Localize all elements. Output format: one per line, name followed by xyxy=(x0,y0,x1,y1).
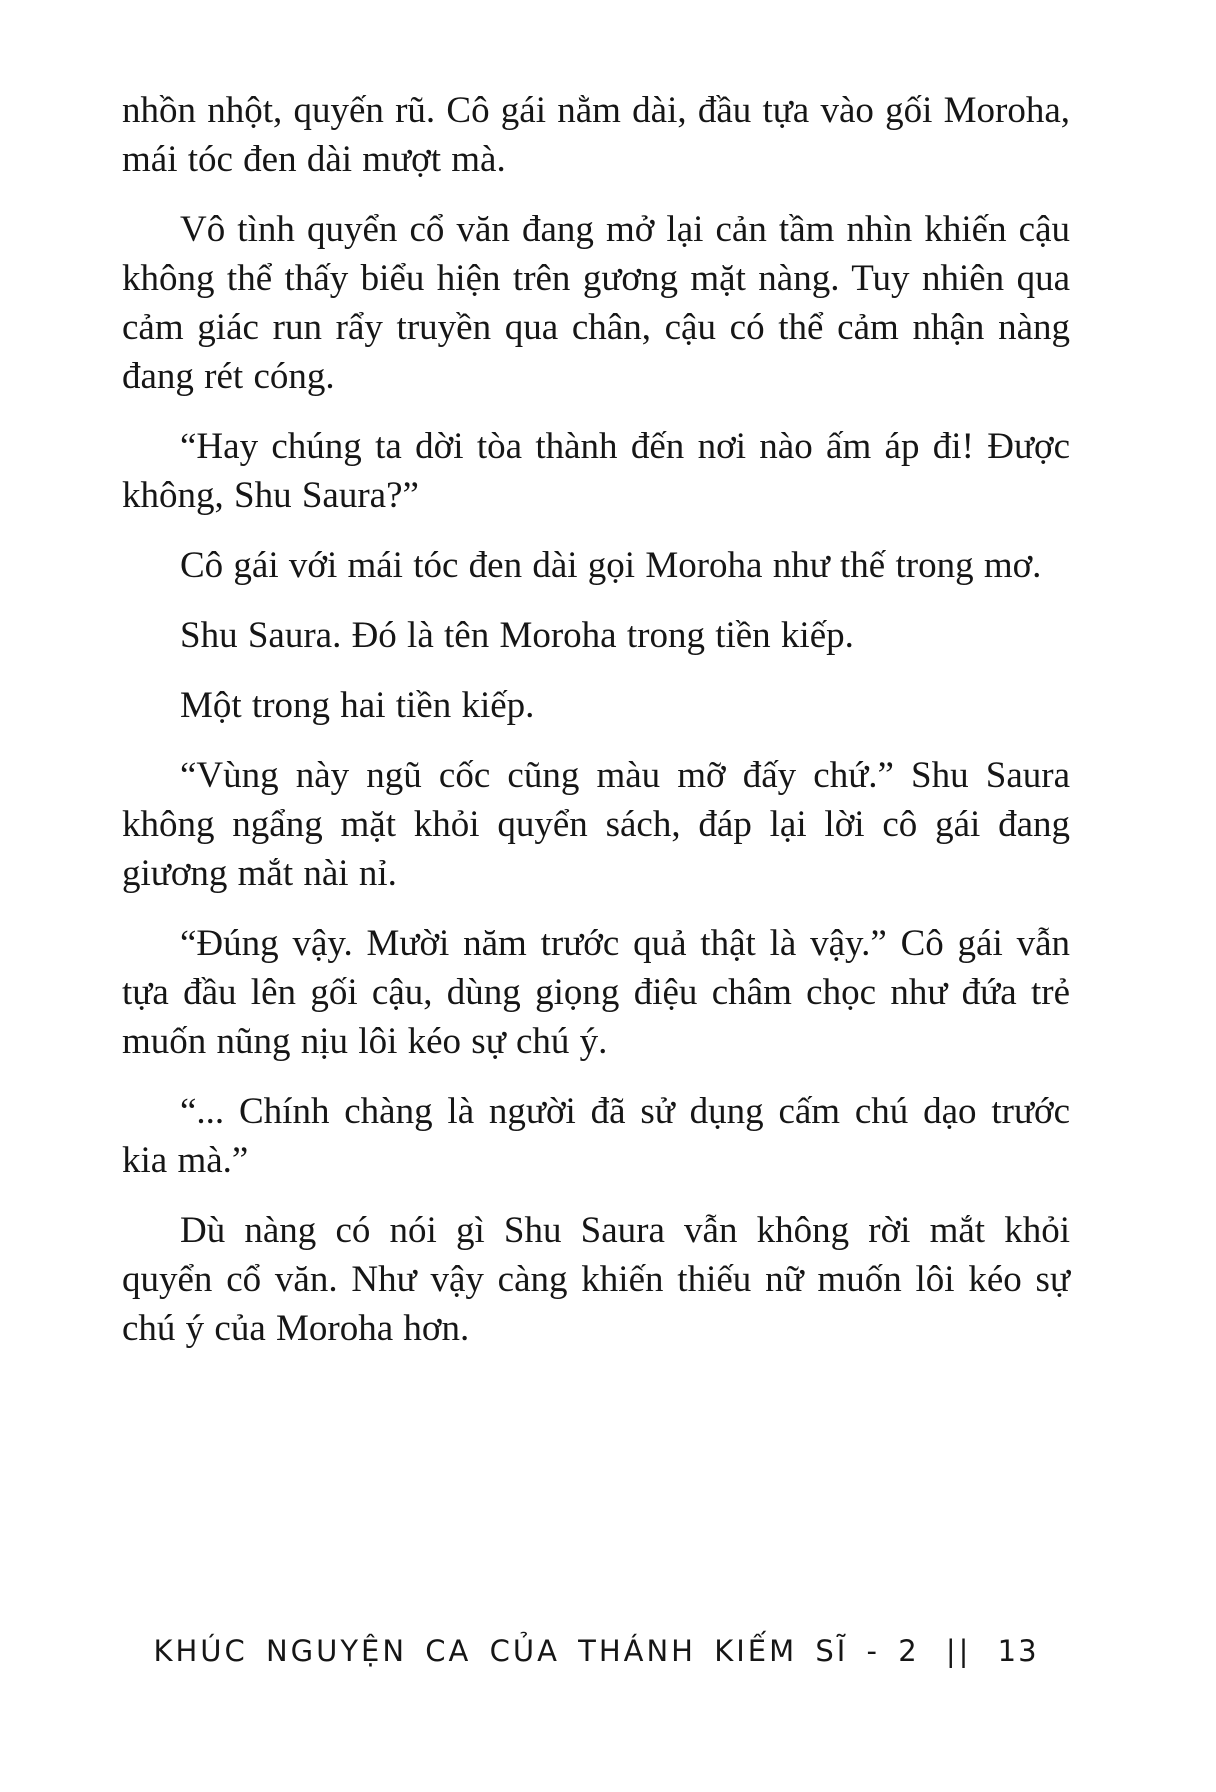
page-footer xyxy=(122,1634,1070,1668)
book-title: KHÚC NGUYỆN CA CỦA THÁNH KIẾM SĨ - 2 xyxy=(153,1634,920,1668)
paragraph-4: Cô gái với mái tóc đen dài gọi Moroha như thế trong mơ. xyxy=(180,545,1042,586)
paragraph-5: Shu Saura. Đó là tên Moroha trong tiền kiếp. xyxy=(180,615,854,656)
paragraph-6: Một trong hai tiền kiếp. xyxy=(180,685,535,726)
paragraph-7: “Vùng này ngũ cốc cũng màu mỡ đấy chứ.” Shu Saura không ngẩng mặt khỏi quyển sách, đáp lại lời cô gái đang giương mắt nài nỉ. xyxy=(122,755,1070,894)
paragraph-9: “... Chính chàng là người đã sử dụng cấm chú dạo trước kia mà.” xyxy=(122,1091,1070,1181)
paragraph-1: nhồn nhột, quyến rũ. Cô gái nằm dài, đầu tựa vào gối Moroha, mái tóc đen dài mượt mà. xyxy=(122,90,1070,180)
paragraph-8: “Đúng vậy. Mười năm trước quả thật là vậy.” Cô gái vẫn tựa đầu lên gối cậu, dùng giọng điệu châm chọc như đứa trẻ muốn nũng nịu lôi kéo sự chú ý. xyxy=(122,923,1070,1062)
footer-separator: || xyxy=(945,1634,972,1668)
paragraph-3: “Hay chúng ta dời tòa thành đến nơi nào ấm áp đi! Được không, Shu Saura?” xyxy=(122,426,1070,516)
paragraph-10: Dù nàng có nói gì Shu Saura vẫn không rời mắt khỏi quyển cổ văn. Như vậy càng khiến thiếu nữ muốn lôi kéo sự chú ý của Moroha hơn. xyxy=(122,1210,1070,1349)
page-number: 13 xyxy=(997,1634,1039,1668)
paragraph-2: Vô tình quyển cổ văn đang mở lại cản tầm nhìn khiến cậu không thể thấy biểu hiện trên gương mặt nàng. Tuy nhiên qua cảm giác run rẩy truyền qua chân, cậu có thể cảm nhận nàng đang rét cóng. xyxy=(122,209,1070,397)
